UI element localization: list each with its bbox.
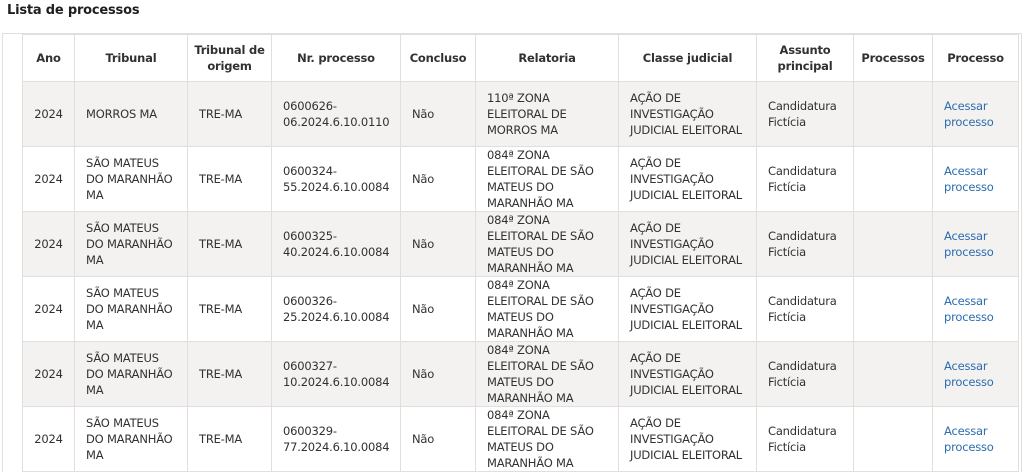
cell-ano: 2024	[23, 341, 75, 406]
cell-ano: 2024	[23, 406, 75, 471]
cell-assunto-principal: Candidatura Fictícia	[757, 276, 854, 341]
table-header-row	[23, 35, 1019, 82]
cell-relatoria: 084ª ZONA ELEITORAL DE SÃO MATEUS DO MARANHÃO MA	[476, 146, 619, 211]
cell-tribunal: SÃO MATEUS DO MARANHÃO MA	[75, 211, 188, 276]
cell-ano: 2024	[23, 211, 75, 276]
cell-nr-processo: 0600327-10.2024.6.10.0084	[272, 341, 401, 406]
cell-ano: 2024	[23, 82, 75, 147]
column-header-ano[interactable]: Ano	[23, 35, 75, 82]
cell-processos	[854, 276, 933, 341]
cell-concluso: Não	[401, 341, 476, 406]
cell-classe-judicial: AÇÃO DE INVESTIGAÇÃO JUDICIAL ELEITORAL	[619, 211, 757, 276]
cell-tribunal-origem: TRE-MA	[188, 276, 272, 341]
page-title: Lista de processos	[7, 3, 140, 18]
cell-processo	[933, 406, 1019, 471]
column-header-tribunal[interactable]: Tribunal	[75, 35, 188, 82]
cell-relatoria: 084ª ZONA ELEITORAL DE SÃO MATEUS DO MARANHÃO MA	[476, 276, 619, 341]
cell-classe-judicial: AÇÃO DE INVESTIGAÇÃO JUDICIAL ELEITORAL	[619, 276, 757, 341]
cell-classe-judicial: AÇÃO DE INVESTIGAÇÃO JUDICIAL ELEITORAL	[619, 146, 757, 211]
cell-tribunal: SÃO MATEUS DO MARANHÃO MA	[75, 341, 188, 406]
cell-nr-processo: 0600326-25.2024.6.10.0084	[272, 276, 401, 341]
cell-relatoria: 084ª ZONA ELEITORAL DE SÃO MATEUS DO MARANHÃO MA	[476, 211, 619, 276]
cell-relatoria: 084ª ZONA ELEITORAL DE SÃO MATEUS DO MARANHÃO MA	[476, 406, 619, 471]
acessar-processo-link[interactable]: Acessar processo	[944, 293, 994, 324]
cell-relatoria: 110ª ZONA ELEITORAL DE MORROS MA	[476, 82, 619, 147]
cell-concluso: Não	[401, 406, 476, 471]
acessar-processo-link[interactable]: Acessar processo	[944, 358, 994, 389]
cell-processo	[933, 82, 1019, 147]
cell-ano: 2024	[23, 276, 75, 341]
cell-concluso: Não	[401, 211, 476, 276]
cell-processo	[933, 341, 1019, 406]
cell-tribunal: MORROS MA	[75, 82, 188, 147]
table-row	[23, 406, 1019, 471]
table-row	[23, 82, 1019, 147]
cell-processo	[933, 276, 1019, 341]
cell-tribunal: SÃO MATEUS DO MARANHÃO MA	[75, 406, 188, 471]
cell-concluso: Não	[401, 146, 476, 211]
cell-concluso: Não	[401, 82, 476, 147]
cell-tribunal: SÃO MATEUS DO MARANHÃO MA	[75, 276, 188, 341]
column-header-relatoria[interactable]: Relatoria	[476, 35, 619, 82]
cell-processo	[933, 211, 1019, 276]
cell-processos	[854, 82, 933, 147]
acessar-processo-link[interactable]: Acessar processo	[944, 228, 994, 259]
cell-tribunal-origem: TRE-MA	[188, 211, 272, 276]
cell-concluso: Não	[401, 276, 476, 341]
cell-processos	[854, 146, 933, 211]
cell-tribunal-origem: TRE-MA	[188, 406, 272, 471]
cell-processo	[933, 146, 1019, 211]
table-row	[23, 341, 1019, 406]
cell-processos	[854, 211, 933, 276]
cell-nr-processo: 0600325-40.2024.6.10.0084	[272, 211, 401, 276]
cell-nr-processo: 0600626-06.2024.6.10.0110	[272, 82, 401, 147]
cell-assunto-principal: Candidatura Fictícia	[757, 211, 854, 276]
acessar-processo-link[interactable]: Acessar processo	[944, 163, 994, 194]
column-header-assunto-principal[interactable]: Assunto principal	[757, 35, 854, 82]
column-header-concluso[interactable]: Concluso	[401, 35, 476, 82]
column-header-classe-judicial[interactable]: Classe judicial	[619, 35, 757, 82]
cell-tribunal-origem: TRE-MA	[188, 82, 272, 147]
acessar-processo-link[interactable]: Acessar processo	[944, 98, 994, 129]
cell-processos	[854, 406, 933, 471]
cell-ano: 2024	[23, 146, 75, 211]
cell-classe-judicial: AÇÃO DE INVESTIGAÇÃO JUDICIAL ELEITORAL	[619, 341, 757, 406]
column-header-nr-processo[interactable]: Nr. processo	[272, 35, 401, 82]
cell-tribunal: SÃO MATEUS DO MARANHÃO MA	[75, 146, 188, 211]
table-row	[23, 211, 1019, 276]
process-table	[22, 34, 1019, 472]
table-row	[23, 276, 1019, 341]
cell-assunto-principal: Candidatura Fictícia	[757, 82, 854, 147]
cell-classe-judicial: AÇÃO DE INVESTIGAÇÃO JUDICIAL ELEITORAL	[619, 82, 757, 147]
cell-relatoria: 084ª ZONA ELEITORAL DE SÃO MATEUS DO MARANHÃO MA	[476, 341, 619, 406]
column-header-tribunal-origem[interactable]: Tribunal de origem	[188, 35, 272, 82]
cell-nr-processo: 0600329-77.2024.6.10.0084	[272, 406, 401, 471]
table-row	[23, 146, 1019, 211]
column-header-processos[interactable]: Processos	[854, 35, 933, 82]
cell-nr-processo: 0600324-55.2024.6.10.0084	[272, 146, 401, 211]
cell-assunto-principal: Candidatura Fictícia	[757, 341, 854, 406]
column-header-processo[interactable]: Processo	[933, 35, 1019, 82]
cell-classe-judicial: AÇÃO DE INVESTIGAÇÃO JUDICIAL ELEITORAL	[619, 406, 757, 471]
cell-processos	[854, 341, 933, 406]
cell-assunto-principal: Candidatura Fictícia	[757, 406, 854, 471]
cell-tribunal-origem: TRE-MA	[188, 341, 272, 406]
acessar-processo-link[interactable]: Acessar processo	[944, 423, 994, 454]
cell-tribunal-origem: TRE-MA	[188, 146, 272, 211]
cell-assunto-principal: Candidatura Fictícia	[757, 146, 854, 211]
